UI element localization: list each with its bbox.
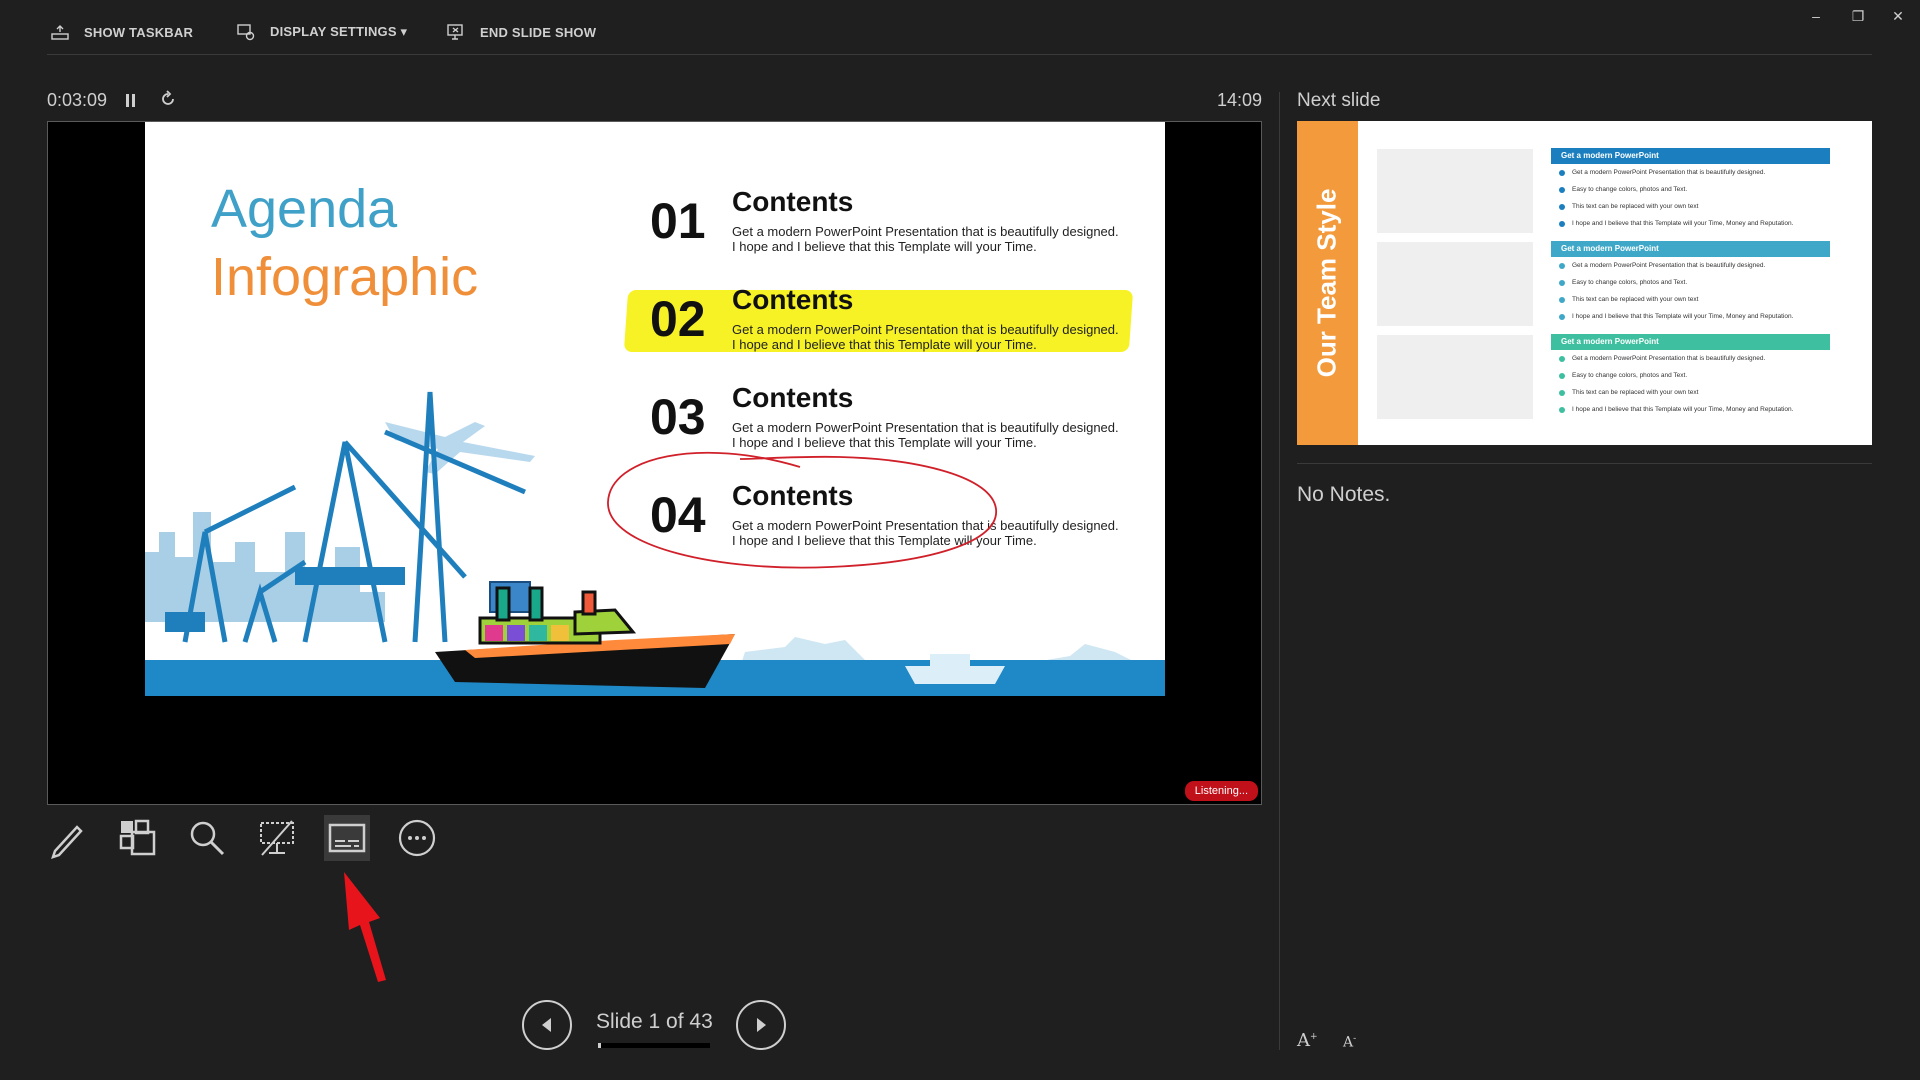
restore-icon: ❐	[1851, 7, 1865, 24]
increase-font-button[interactable]: A+	[1297, 1030, 1318, 1051]
listening-badge: Listening...	[1185, 781, 1258, 801]
show-taskbar-button[interactable]	[50, 20, 193, 44]
next-slide-bullet: Get a modern PowerPoint Presentation that is beautifully designed.	[1551, 257, 1830, 274]
taskbar-icon	[50, 22, 70, 42]
more-options-icon	[396, 817, 438, 859]
end-show-icon	[446, 22, 466, 42]
current-slide	[145, 122, 1165, 696]
next-slide-bullet: This text can be replaced with your own text	[1551, 384, 1830, 401]
notes-divider	[1297, 463, 1872, 464]
end-slide-show-button[interactable]	[446, 20, 596, 44]
next-slide-bullet: Get a modern PowerPoint Presentation that is beautifully designed.	[1551, 164, 1830, 181]
zoom-icon	[186, 817, 228, 859]
black-screen-button[interactable]	[254, 815, 300, 861]
agenda-description: Get a modern PowerPoint Presentation that is beautifully designed. I hope and I believe that this Template will your Time.	[732, 518, 1119, 548]
subtitles-button[interactable]	[324, 815, 370, 861]
display-settings-icon	[236, 22, 256, 42]
agenda-description: Get a modern PowerPoint Presentation that is beautifully designed. I hope and I believe that this Template will your Time.	[732, 322, 1119, 352]
agenda-title: Contents	[732, 284, 854, 315]
show-taskbar-label: SHOW TASKBAR	[84, 24, 194, 40]
slide-title-line2: Infographic	[211, 247, 479, 307]
more-options-button[interactable]	[394, 815, 440, 861]
current-slide-view[interactable]	[47, 121, 1262, 805]
pen-icon	[47, 817, 89, 859]
decrease-font-icon: A	[1343, 1034, 1354, 1051]
black-screen-icon	[256, 817, 298, 859]
pen-tool-button[interactable]	[45, 815, 91, 861]
speaker-notes: No Notes.	[1297, 483, 1391, 506]
agenda-number: 04	[650, 487, 706, 543]
next-slide-preview[interactable]	[1297, 121, 1872, 445]
next-slide-bullet: I hope and I believe that this Template will your Time, Money and Reputation.	[1551, 401, 1830, 418]
agenda-number: 03	[650, 389, 706, 445]
subtitles-icon	[326, 817, 368, 859]
agenda-item-02	[650, 282, 1130, 362]
next-slide-bullet: This text can be replaced with your own text	[1551, 198, 1830, 215]
slide-progress-fill	[598, 1043, 601, 1048]
next-slide-label: Next slide	[1297, 90, 1381, 111]
agenda-title: Contents	[732, 480, 854, 511]
next-slide-block-header: Get a modern PowerPoint	[1551, 334, 1830, 350]
next-arrow-icon	[751, 1015, 771, 1035]
see-all-slides-button[interactable]	[114, 815, 160, 861]
next-slide-bullet: This text can be replaced with your own text	[1551, 291, 1830, 308]
close-button[interactable]	[1880, 4, 1916, 28]
next-slide-block-1	[1551, 148, 1830, 232]
next-slide-bullet: Get a modern PowerPoint Presentation that is beautifully designed.	[1551, 350, 1830, 367]
next-slide-image-placeholder	[1377, 335, 1533, 419]
slide-progress-bar	[598, 1043, 710, 1048]
toolbar-divider	[47, 54, 1872, 55]
agenda-number: 01	[650, 193, 706, 249]
agenda-item-01	[650, 184, 1130, 264]
next-slide-block-2	[1551, 241, 1830, 325]
slide-title-line1: Agenda	[211, 179, 398, 239]
agenda-number: 02	[650, 291, 706, 347]
increase-font-icon: A	[1297, 1030, 1310, 1051]
next-slide-image-placeholder	[1377, 149, 1533, 233]
agenda-description: Get a modern PowerPoint Presentation that is beautifully designed. I hope and I believe that this Template will your Time.	[732, 420, 1119, 450]
agenda-title: Contents	[732, 186, 854, 217]
display-settings-label: DISPLAY SETTINGS ▾	[270, 24, 408, 39]
next-slide-bullet: I hope and I believe that this Template will your Time, Money and Reputation.	[1551, 308, 1830, 325]
pen-ink-annotation	[600, 447, 1020, 587]
zoom-button[interactable]	[184, 815, 230, 861]
agenda-description: Get a modern PowerPoint Presentation that is beautifully designed. I hope and I believe that this Template will your Time.	[732, 224, 1119, 254]
next-slide-bullet: I hope and I believe that this Template will your Time, Money and Reputation.	[1551, 215, 1830, 232]
restore-button[interactable]	[1840, 4, 1876, 28]
minimize-icon: –	[1812, 8, 1820, 24]
decrease-font-button[interactable]: A-	[1343, 1034, 1357, 1051]
next-slide-bullet: Easy to change colors, photos and Text.	[1551, 181, 1830, 198]
current-time: 14:09	[1217, 90, 1263, 110]
pane-divider[interactable]	[1279, 92, 1280, 1050]
previous-slide-button[interactable]	[522, 1000, 572, 1050]
next-slide-image-placeholder	[1377, 242, 1533, 326]
next-slide-block-header: Get a modern PowerPoint	[1551, 241, 1830, 257]
previous-arrow-icon	[537, 1015, 557, 1035]
red-arrow-annotation	[336, 870, 396, 985]
display-settings-button[interactable]	[236, 20, 407, 44]
end-slide-show-label: END SLIDE SHOW	[480, 24, 597, 40]
next-slide-block-3	[1551, 334, 1830, 418]
see-all-slides-icon	[116, 817, 158, 859]
restart-timer-icon[interactable]	[158, 89, 178, 109]
elapsed-timer: 0:03:09	[47, 90, 108, 110]
close-icon: ✕	[1892, 7, 1904, 24]
next-slide-block-header: Get a modern PowerPoint	[1551, 148, 1830, 164]
next-slide-band-text: Our Team Style	[1311, 188, 1342, 378]
slide-counter[interactable]: Slide 1 of 43	[596, 1010, 713, 1033]
next-slide-button[interactable]	[736, 1000, 786, 1050]
next-slide-band	[1297, 121, 1358, 445]
next-slide-bullet: Easy to change colors, photos and Text.	[1551, 367, 1830, 384]
presenter-toolbar	[0, 0, 1920, 56]
pause-timer-button[interactable]	[126, 90, 140, 110]
minimize-button[interactable]	[1798, 4, 1834, 28]
agenda-title: Contents	[732, 382, 854, 413]
next-slide-bullet: Easy to change colors, photos and Text.	[1551, 274, 1830, 291]
